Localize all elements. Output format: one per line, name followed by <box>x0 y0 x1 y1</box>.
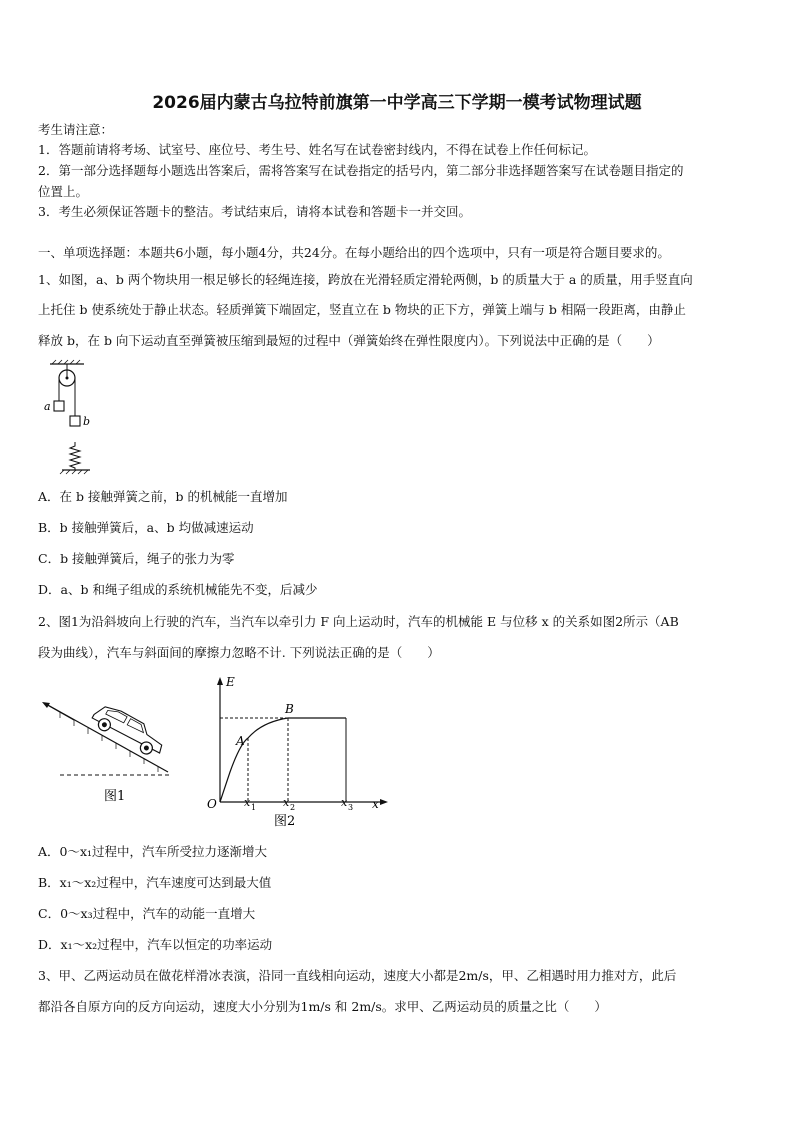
svg-text:x: x <box>244 796 251 809</box>
svg-text:x: x <box>341 796 348 809</box>
force-arrow <box>44 703 74 720</box>
svg-text:1: 1 <box>251 803 257 812</box>
q2-option-d: D．x₁～x₂过程中，汽车以恒定的功率运动 <box>38 937 273 952</box>
notice-item-1: 1．答题前请将考场、试室号、座位号、考生号、姓名写在试卷密封线内，不得在试卷上作任何标记。 <box>38 142 596 157</box>
q1-option-b: B．b 接触弹簧后，a、b 均做减速运动 <box>38 520 254 535</box>
q1-pulley-figure <box>40 360 110 480</box>
label-a: a <box>44 400 51 413</box>
svg-text:O: O <box>207 797 217 811</box>
car <box>89 700 168 760</box>
svg-text:x: x <box>283 796 290 809</box>
q1-option-d: D．a、b 和绳子组成的系统机械能先不变，后减少 <box>38 582 318 597</box>
notice-item-2: 2．第一部分选择题每小题选出答案后，需将答案写在试卷指定的括号内，第二部分非选择题答案写在试卷题目指定的 <box>38 163 684 178</box>
q1-line-2: 上托住 b 使系统处于静止状态。轻质弹簧下端固定，竖直立在 b 物块的正下方，弹簧上端与 b 相隔一段距离，由静止 <box>38 302 686 317</box>
svg-text:B: B <box>285 702 294 716</box>
notice-item-2-cont: 位置上。 <box>38 184 89 199</box>
q2-energy-graph <box>200 672 395 832</box>
q1-option-c: C．b 接触弹簧后，绳子的张力为零 <box>38 551 235 566</box>
q3-line-2: 都沿各自原方向的反方向运动，速度大小分别为1m/s 和 2m/s。求甲、乙两运动员的质量之比（ ） <box>38 999 607 1014</box>
q1-line-1: 1、如图，a、b 两个物块用一根足够长的轻绳连接，跨放在光滑轻质定滑轮两侧，b 的质量大于 a 的质量，用手竖直向 <box>38 272 693 287</box>
q2-line-2: 段为曲线），汽车与斜面间的摩擦力忽略不计. 下列说法正确的是（ ） <box>38 645 440 660</box>
fig1-caption: 图1 <box>104 789 126 804</box>
block-b <box>70 416 80 426</box>
label-b: b <box>83 415 91 428</box>
curve-AB <box>248 718 288 738</box>
section-heading: 一、单项选择题：本题共6小题，每小题4分，共24分。在每小题给出的四个选项中，只有一项是符合题目要求的。 <box>38 245 670 260</box>
block-a <box>54 401 64 411</box>
q2-car-slope-figure <box>40 690 180 805</box>
q2-option-a: A．0～x₁过程中，汽车所受拉力逐渐增大 <box>38 844 268 859</box>
spring <box>70 442 80 470</box>
notice-heading: 考生请注意： <box>38 122 114 137</box>
q2-option-b: B．x₁～x₂过程中，汽车速度可达到最大值 <box>38 875 272 890</box>
svg-text:x: x <box>372 797 379 811</box>
q2-option-c: C．0～x₃过程中，汽车的动能一直增大 <box>38 906 256 921</box>
svg-text:A: A <box>236 734 245 748</box>
q1-line-3: 释放 b，在 b 向下运动直至弹簧被压缩到最短的过程中（弹簧始终在弹性限度内）。下列说法中正确的是（ ） <box>38 333 660 348</box>
q1-option-a: A．在 b 接触弹簧之前，b 的机械能一直增加 <box>38 489 288 504</box>
fig2-caption: 图2 <box>274 814 296 829</box>
q3-line-1: 3、甲、乙两运动员在做花样滑冰表演，沿同一直线相向运动，速度大小都是2m/s，甲、乙相遇时用力推对方，此后 <box>38 968 677 983</box>
page-title: 2026届内蒙古乌拉特前旗第一中学高三下学期一模考试物理试题 <box>152 93 642 113</box>
svg-text:E: E <box>226 675 235 689</box>
q2-line-1: 2、图1为沿斜坡向上行驶的汽车，当汽车以牵引力 F 向上运动时，汽车的机械能 E 与位移 x 的关系如图2所示（AB <box>38 614 679 629</box>
svg-text:3: 3 <box>348 803 354 812</box>
notice-item-3: 3．考生必须保证答题卡的整洁。考试结束后，请将本试卷和答题卡一并交回。 <box>38 204 471 219</box>
svg-text:2: 2 <box>290 803 296 812</box>
